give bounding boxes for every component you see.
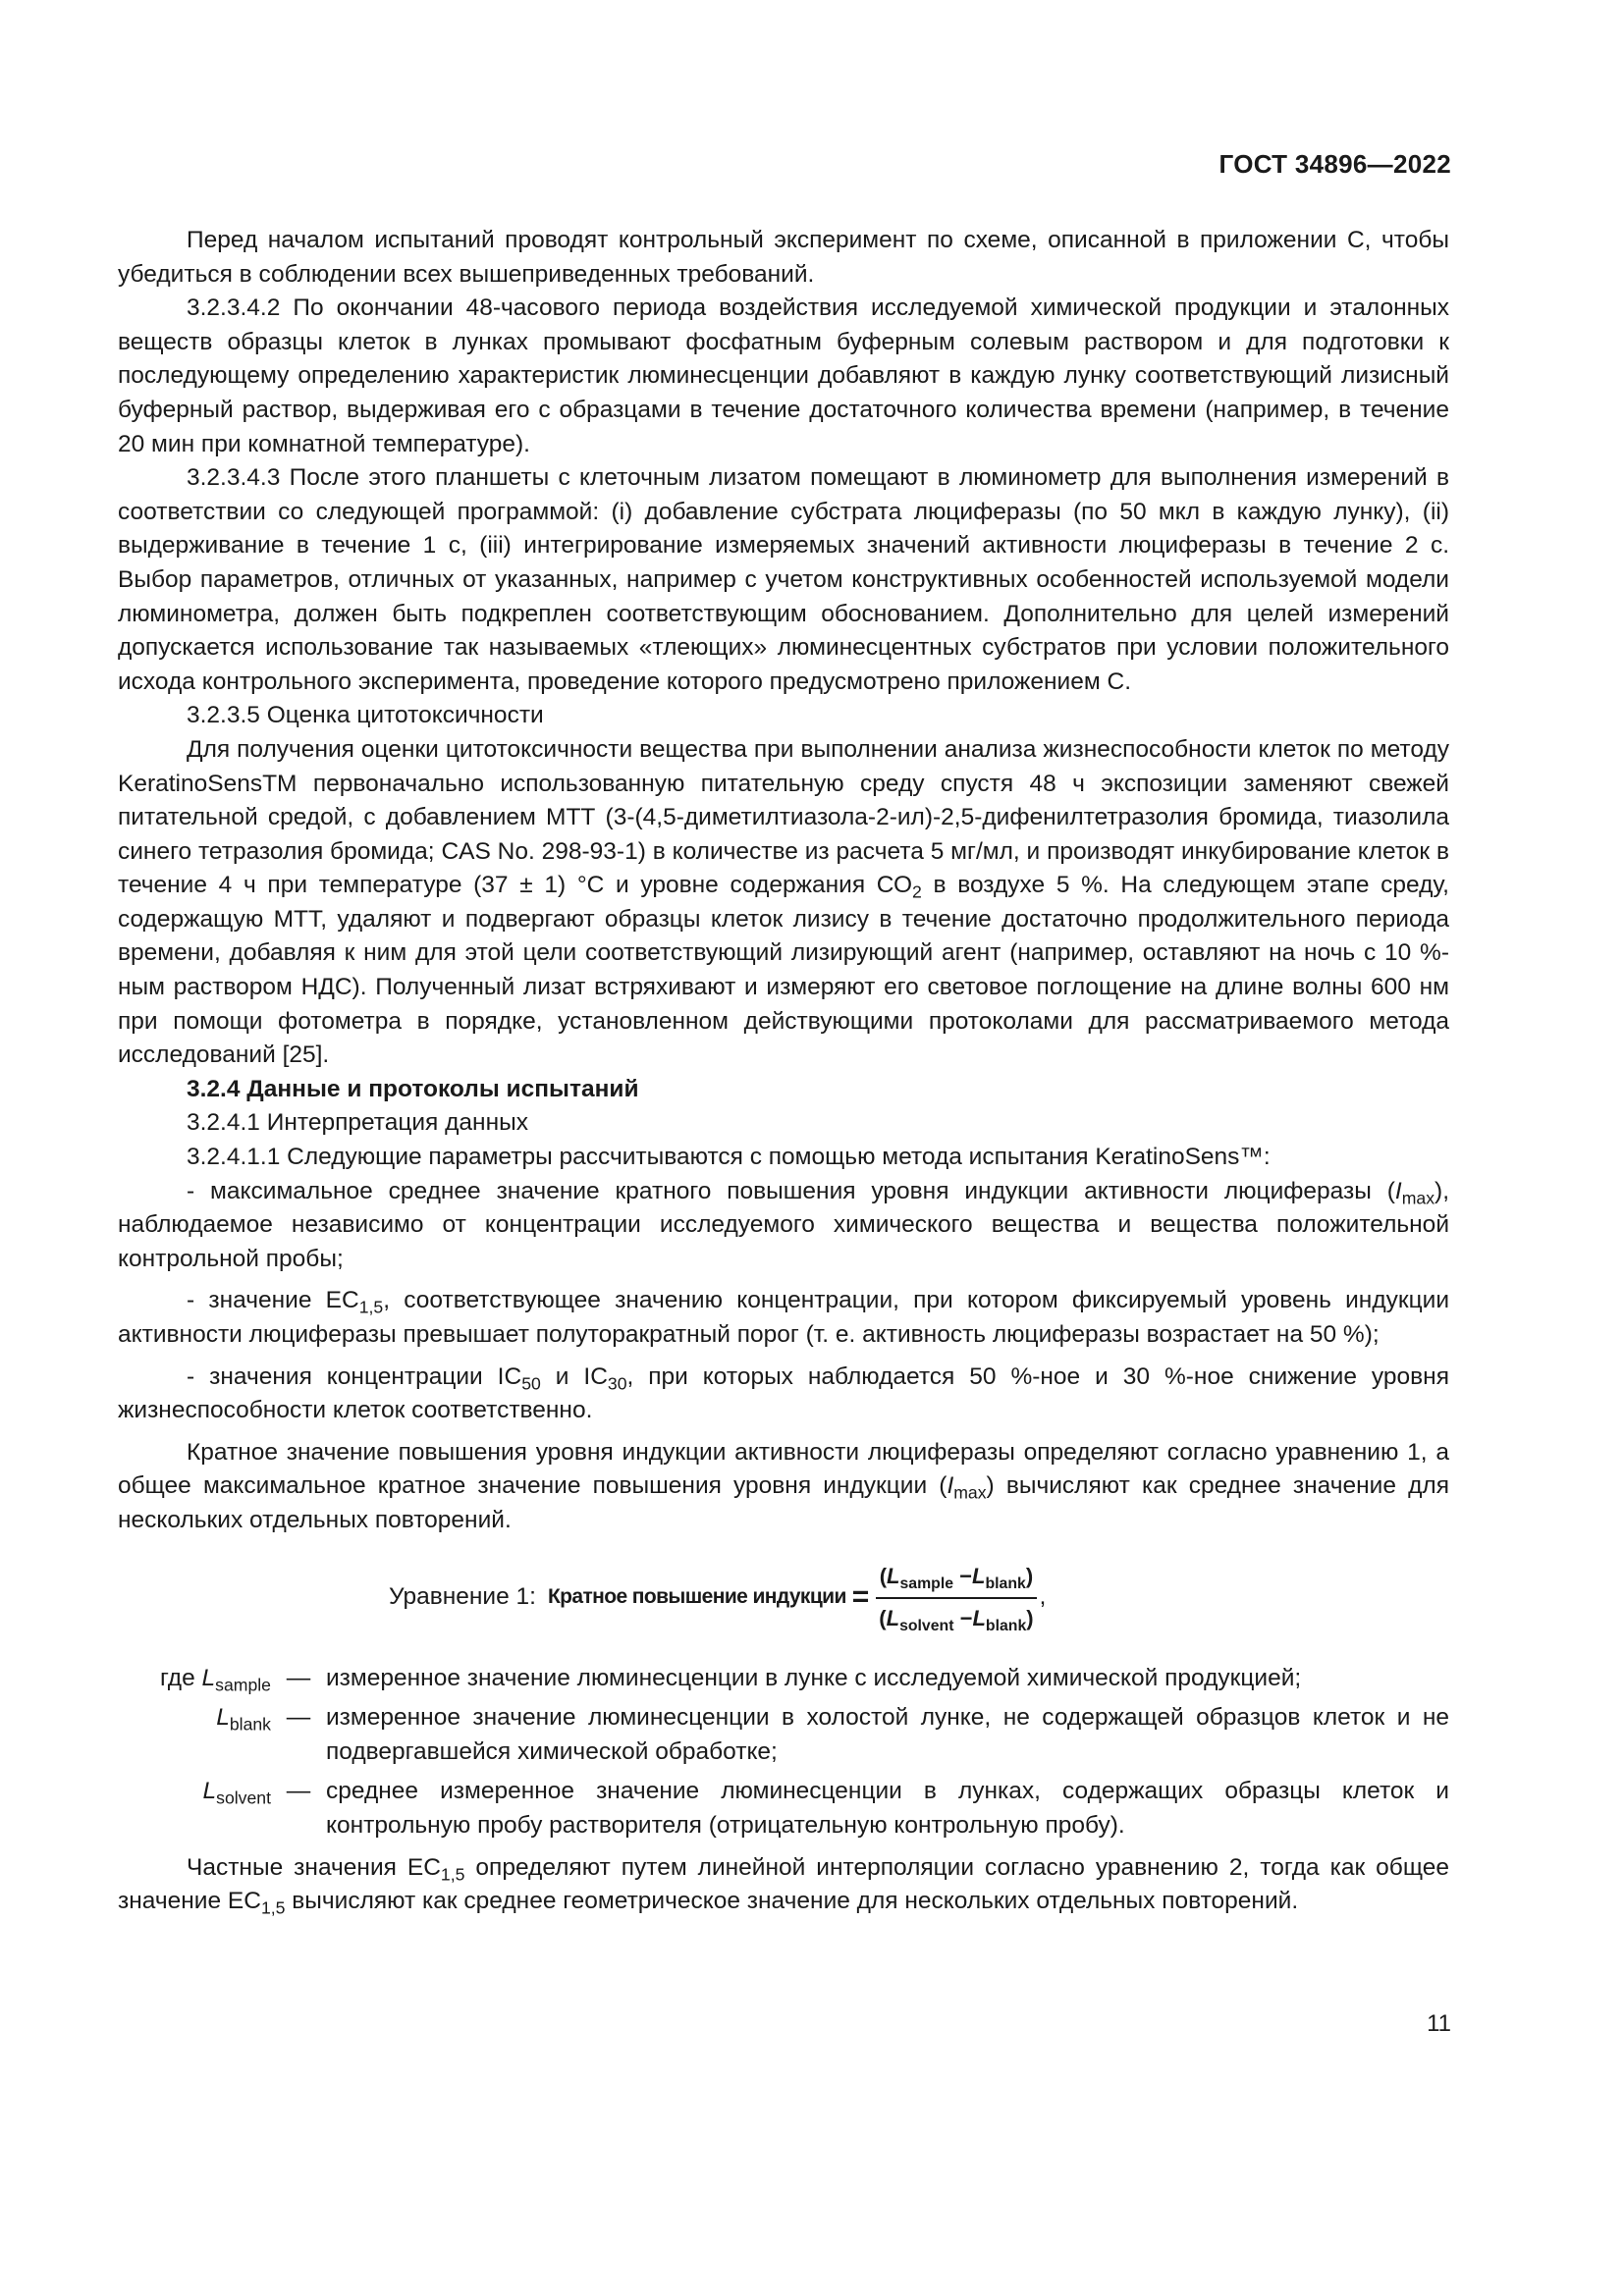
equation-numerator: $(L_{sample} -L_{blank})$ <box>876 1560 1037 1599</box>
heading-3-2-4: 3.2.4 Данные и протоколы испытаний <box>187 1075 639 1102</box>
page-number: 11 <box>1427 2010 1451 2037</box>
definition-l-solvent <box>118 1775 1449 1842</box>
definition-text: измеренное значение люминесценции в холостой лунке, не содержащей образцов клеток и не подвергавшейся химической обработке; <box>326 1704 1449 1765</box>
equation-comma: , <box>1039 1583 1047 1611</box>
symbol-definitions <box>118 1662 1449 1843</box>
heading-3-2-3-5: 3.2.3.5 Оценка цитотоксичности <box>187 702 544 729</box>
standard-header: ГОСТ 34896—2022 <box>1218 149 1451 179</box>
paragraph-cytotoxicity: Для получения оценки цитотоксичности вещества при выполнении анализа жизнеспособности клеток по методу KeratinoSensTM первоначально использованную питательную среду спустя 48 ч экспозиции заменяют свежей питательной средой, с добавлением МТТ (3-(4,5-диметилтиазола-2-ил)-2,5-дифенилтетразолия бромида, тиазолила синего тетразолия бромида; CAS No. 298-93-1) в количестве из расчета 5 мг/мл, и производят инкубирование клеток в течение 4 ч при температуре (37 ± 1) °С и уровне содержания $СО_2$ в воздухе 5 %. На следующем этапе среду, содержащую МТТ, удаляют и подвергают образцы клеток лизису в течение достаточно продолжительного периода времени, добавляя к ним для этой цели соответствующий лизирующий агент (например, оставляют на ночь с 10 %-ным раствором НДС). Полученный лизат встряхивают и измеряют его световое поглощение на длине волны 600 нм при помощи фотометра в порядке, установленном действующими протоколами для рассматриваемого метода исследований [25]. <box>118 735 1449 1069</box>
equation-fraction <box>875 1560 1037 1635</box>
paragraph-control-experiment: Перед началом испытаний проводят контрольный эксперимент по схеме, описанной в приложении С, чтобы убедиться в соблюдении всех вышеприведенных требований. <box>118 227 1449 288</box>
equation-label: Уравнение 1: <box>389 1583 536 1611</box>
list-item-ic50-ic30: - значения концентрации $IC_{50}$ и $IC_{30}$, при которых наблюдается 50 %-ное и 30 %-ное снижение уровня жизнеспособности клеток соответственно. <box>118 1362 1449 1424</box>
page-body <box>118 224 1449 1919</box>
heading-3-2-4-1: 3.2.4.1 Интерпретация данных <box>187 1109 528 1137</box>
equation-name: Кратное повышение индукции <box>547 1585 846 1609</box>
equation-denominator: $(L_{solvent} -L_{blank})$ <box>879 1605 1034 1634</box>
paragraph-3-2-4-1-1: 3.2.4.1.1 Следующие параметры рассчитываются с помощью метода испытания KeratinoSens™: <box>187 1144 1271 1171</box>
definition-l-blank <box>118 1701 1449 1769</box>
equation-1 <box>118 1558 1449 1638</box>
definition-text: среднее измеренное значение люминесценции в лунках, содержащих образцы клеток и контрольную пробу растворителя (отрицательную контрольную пробу). <box>326 1778 1449 1839</box>
equation-equals: = <box>851 1580 870 1614</box>
definition-dash: — <box>286 1704 311 1732</box>
paragraph-fold-induction: Кратное значение повышения уровня индукции активности люциферазы определяют согласно уравнению 1, а общее максимальное кратное значение повышения уровня индукции $(I_{max})$ вычисляют как среднее значение для нескольких отдельных повторений. <box>118 1438 1449 1533</box>
symbol: где $L_{sample}$ <box>159 1664 271 1695</box>
list-item-ec15: - значение $ЕС_{1,5}$, соответствующее значению концентрации, при котором фиксируемый уровень индукции активности люциферазы превышает полуторакратный порог (т. е. активность люциферазы возрастает на 50 %); <box>118 1287 1449 1348</box>
definition-dash: — <box>286 1664 311 1691</box>
paragraph-3-2-3-4-3: 3.2.3.4.3 После этого планшеты с клеточным лизатом помещают в люминометр для выполнения измерений в соответствии со следующей программой: (i) добавление субстрата люциферазы (по 50 мкл в каждую лунку), (ii) выдерживание в течение 1 с, (iii) интегрирование измеряемых значений активности люциферазы в течение 2 с. Выбор параметров, отличных от указанных, например с учетом конструктивных особенностей используемой модели люминометра, должен быть подкреплен соответствующим обоснованием. Дополнительно для целей измерений допускается использование так называемых «тлеющих» люминесцентных субстратов при условии положительного исхода контрольного эксперимента, проведение которого предусмотрено приложением С. <box>118 464 1449 695</box>
symbol: $L_{solvent}$ <box>202 1778 271 1808</box>
definition-l-sample <box>118 1662 1449 1696</box>
definition-dash: — <box>286 1778 311 1805</box>
paragraph-ec15-interpolation: Частные значения $ЕС_{1,5}$ определяют путем линейной интерполяции согласно уравнению 2, тогда как общее значение $ЕС_{1,5}$ вычисляют как среднее геометрическое значение для нескольких отдельных повторений. <box>118 1853 1449 1918</box>
list-item-imax: - максимальное среднее значение кратного повышения уровня индукции активности люциферазы $(I_{max})$, наблюдаемое независимо от концентрации исследуемого химического вещества и вещества положительной контрольной пробы; <box>118 1177 1449 1272</box>
paragraph-3-2-3-4-2: 3.2.3.4.2 По окончании 48-часового периода воздействия исследуемой химической продукции и эталонных веществ образцы клеток в лунках промывают фосфатным буферным солевым раствором и для подготовки к последующему определению характеристик люминесценции добавляют в каждую лунку соответствующий лизисный буферный раствор, выдерживая его с образцами в течение достаточного количества времени (например, в течение 20 мин при комнатной температуре). <box>118 294 1449 457</box>
symbol: $L_{blank}$ <box>216 1704 271 1735</box>
definition-text: измеренное значение люминесценции в лунке с исследуемой химической продукцией; <box>326 1664 1302 1691</box>
